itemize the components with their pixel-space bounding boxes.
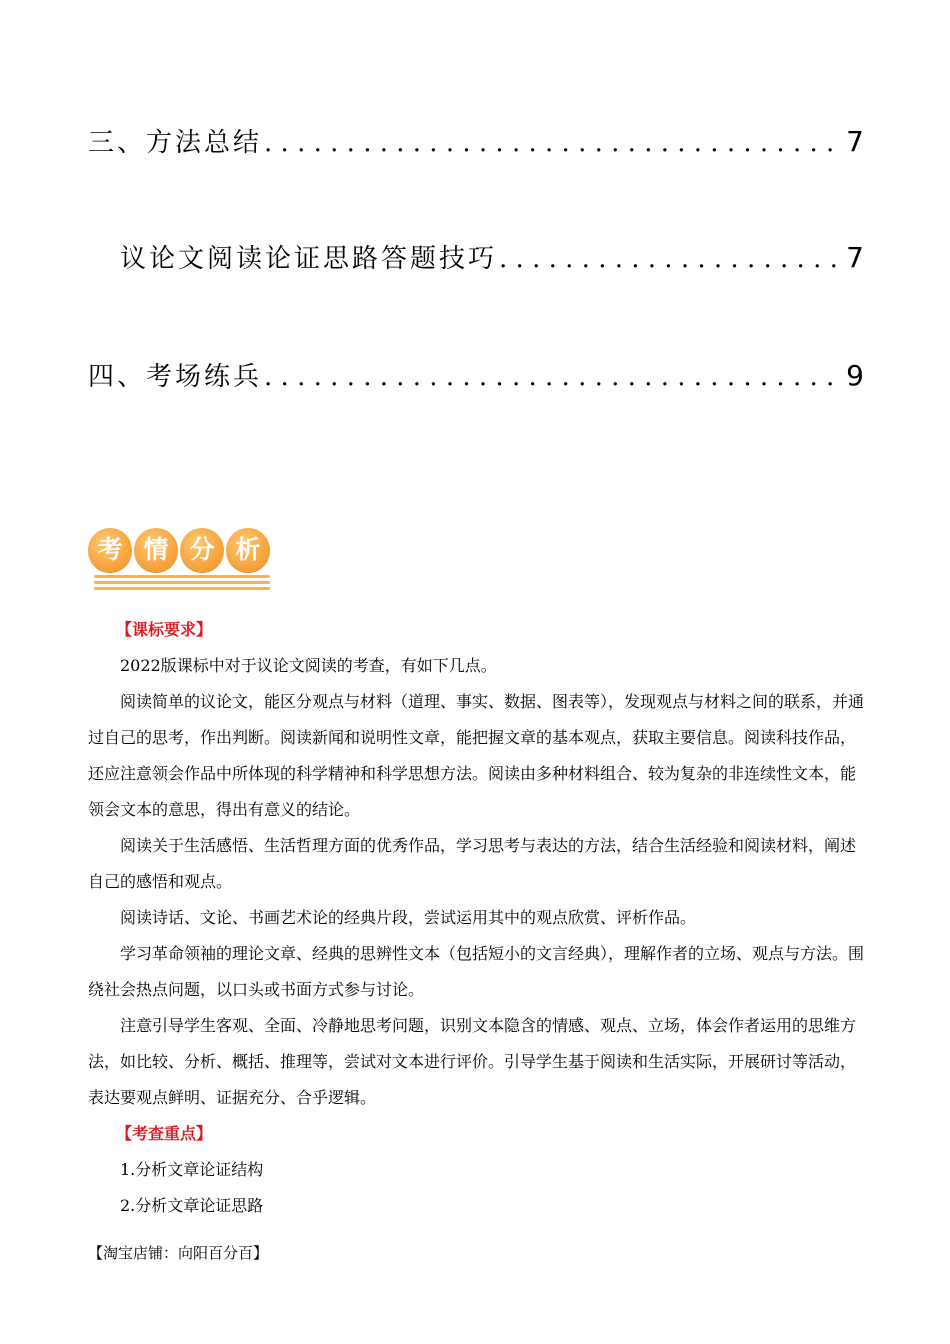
footer-shop-note: 【淘宝店铺：向阳百分百】 (88, 1244, 269, 1262)
paragraph: 注意引导学生客观、全面、冷静地思考问题，识别文本隐含的情感、观点、立场，体会作者运用的思维方法，如比较、分析、概括、推理等，尝试对文本进行评价。引导学生基于阅读和生活实际，开展研讨等活动，表达要观点鲜明、证据充分、合乎逻辑。 (88, 1016, 857, 1107)
banner-stripe (94, 581, 270, 584)
toc-entry-label: 四、考场练兵 (88, 362, 263, 392)
toc-entry-label: 议论文阅读论证思路答题技巧 (120, 244, 498, 274)
banner-stripe (94, 575, 270, 578)
toc-leader-dots (499, 244, 844, 274)
paragraph: 2022版课标中对于议论文阅读的考查，有如下几点。 (120, 656, 497, 675)
curriculum-section (88, 612, 864, 1224)
paragraph: 阅读简单的议论文，能区分观点与材料（道理、事实、数据、图表等），发现观点与材料之间的联系，并通过自己的思考，作出判断。阅读新闻和说明性文章，能把握文章的基本观点，获取主要信息。阅读科技作品，还应注意领会作品中所体现的科学精神和科学思想方法。阅读由多种材料组合、较为复杂的非连续性文本，能领会文本的意思，得出有意义的结论。 (88, 692, 865, 819)
toc-entry-answer-techniques[interactable] (120, 238, 864, 275)
list-item: 2.分析文章论证思路 (120, 1196, 264, 1215)
toc-entry-label: 三、方法总结 (88, 128, 263, 158)
list-item: 1.分析文章论证结构 (120, 1160, 264, 1179)
paragraph: 阅读关于生活感悟、生活哲理方面的优秀作品，学习思考与表达的方法，结合生活经验和阅读材料，阐述自己的感悟和观点。 (88, 836, 857, 891)
toc-page-number: 9 (846, 359, 864, 392)
toc-leader-dots (264, 362, 844, 392)
banner-badge: 考 (88, 528, 132, 572)
banner-stripe (94, 587, 270, 590)
curriculum-requirements-heading: 【课标要求】 (116, 620, 213, 639)
toc-entry-exam-practice[interactable] (88, 356, 864, 393)
toc-page-number: 7 (846, 125, 864, 158)
banner-badge: 分 (180, 528, 224, 572)
exam-analysis-banner (88, 528, 274, 590)
toc-page-number: 7 (846, 241, 864, 274)
toc-entry-method-summary[interactable] (88, 122, 864, 159)
exam-focus-heading: 【考查重点】 (116, 1124, 213, 1143)
toc-leader-dots (264, 128, 844, 158)
banner-badge: 析 (226, 528, 270, 572)
banner-badge: 情 (134, 528, 178, 572)
paragraph: 学习革命领袖的理论文章、经典的思辨性文本（包括短小的文言经典），理解作者的立场、观点与方法。围绕社会热点问题，以口头或书面方式参与讨论。 (88, 944, 865, 999)
paragraph: 阅读诗话、文论、书画艺术论的经典片段，尝试运用其中的观点欣赏、评析作品。 (120, 908, 697, 927)
